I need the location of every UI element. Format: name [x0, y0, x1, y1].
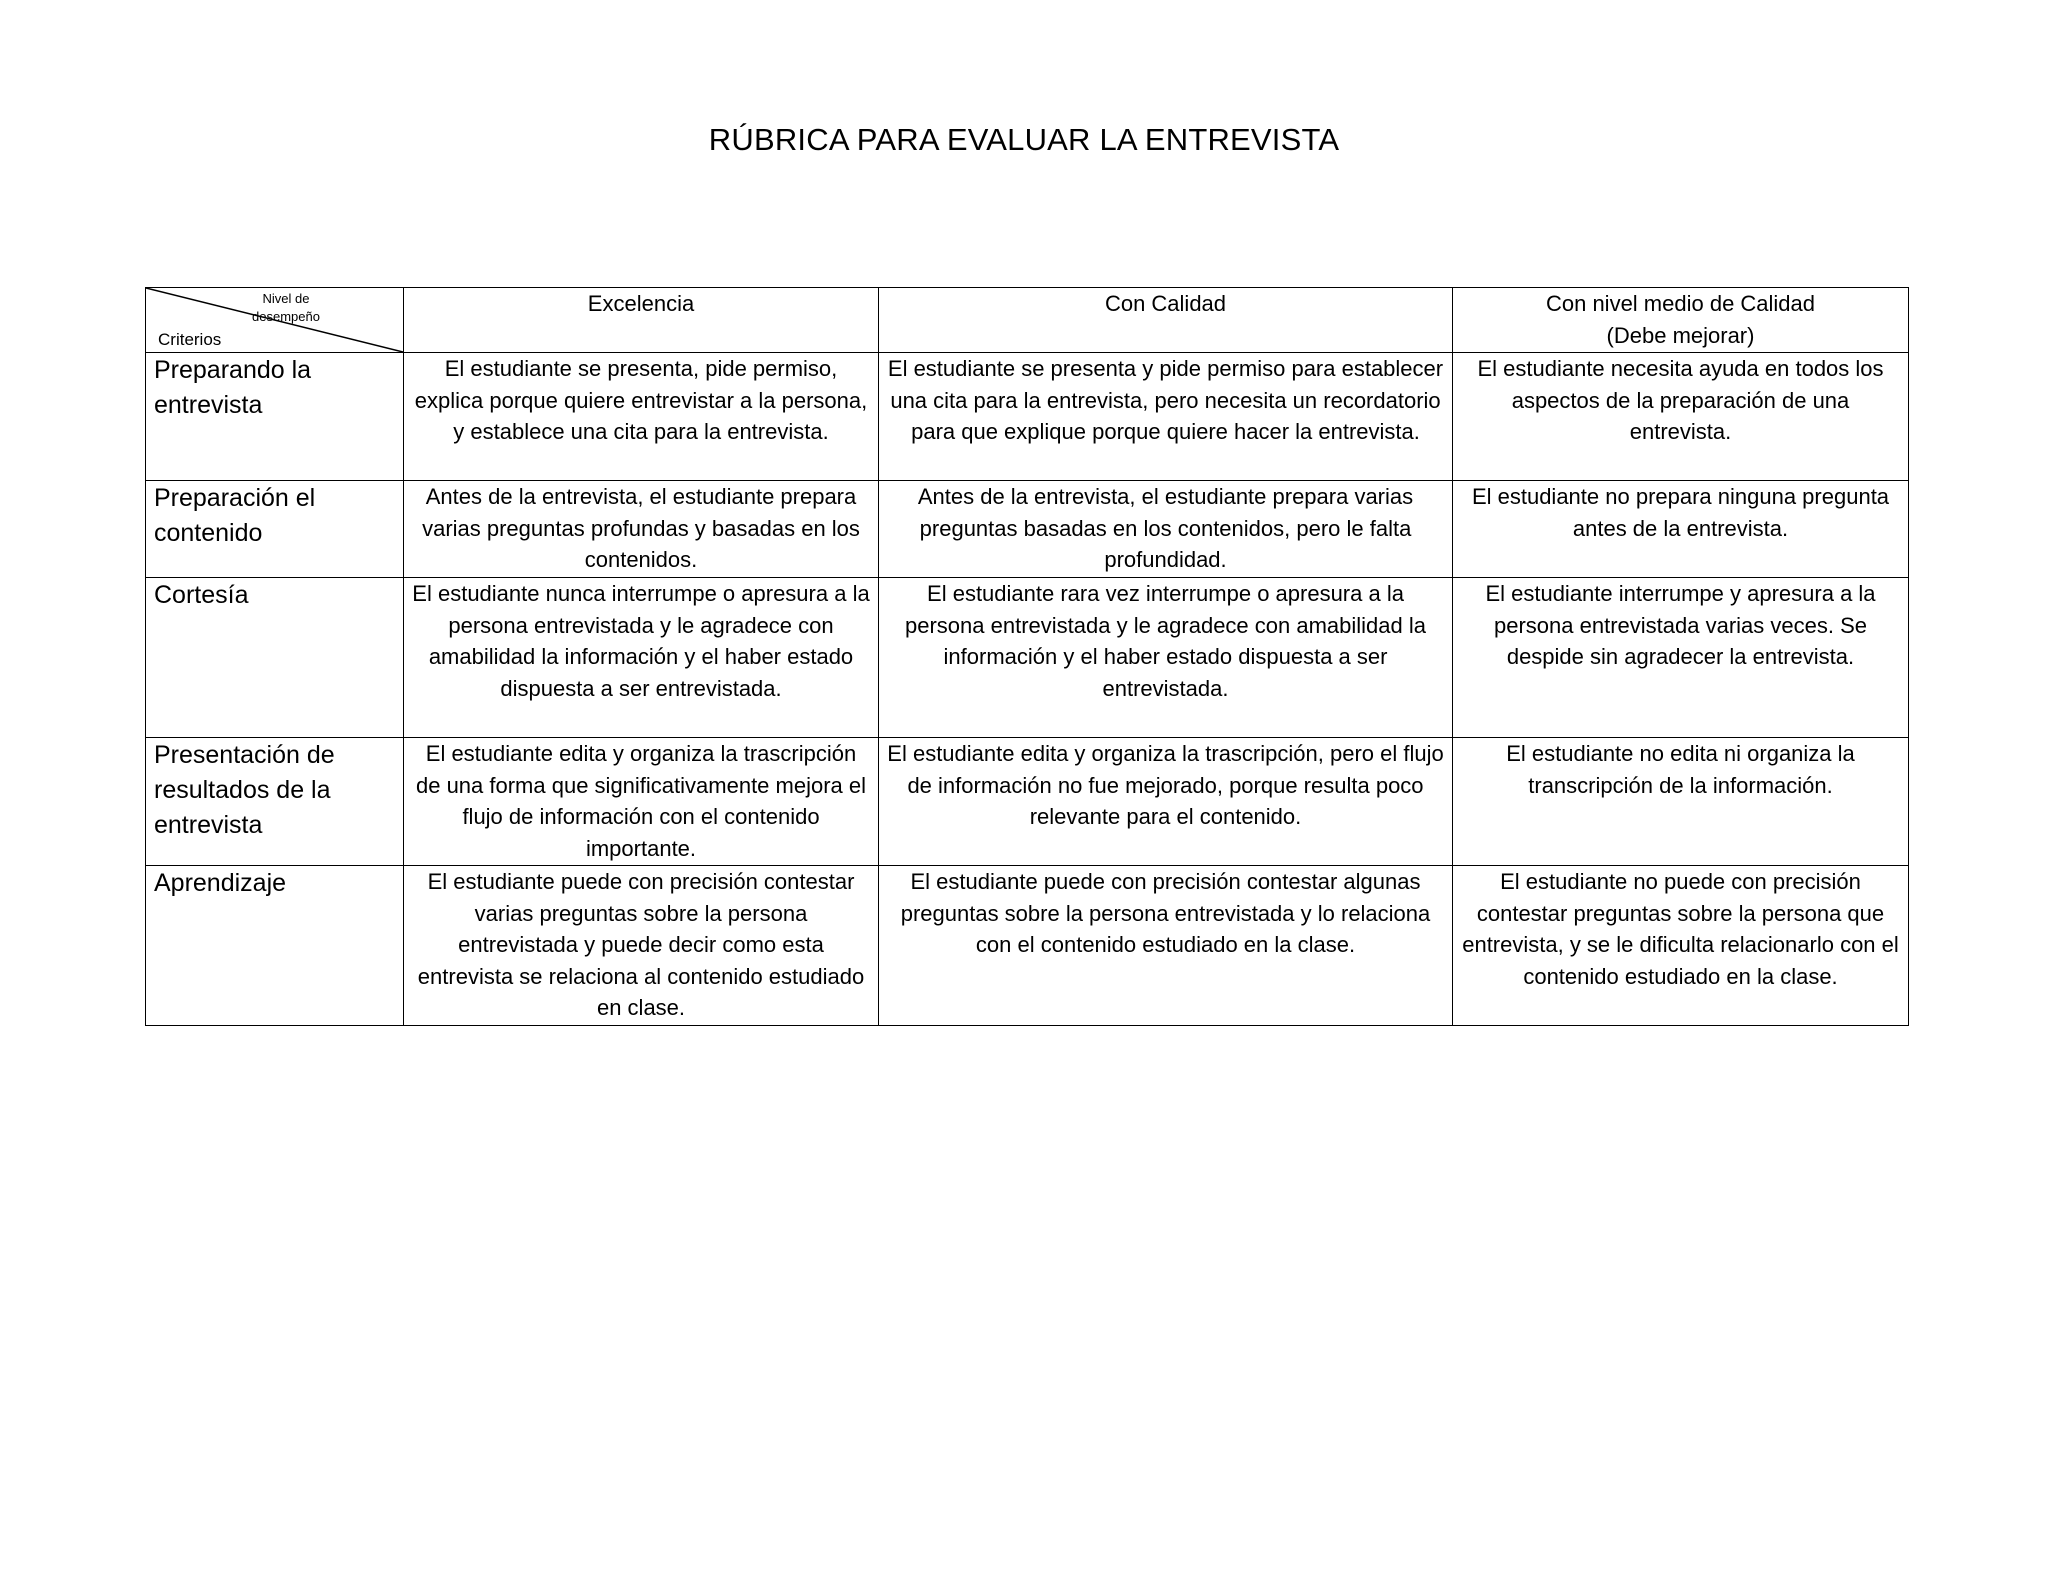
column-header-nivel-medio: Con nivel medio de Calidad (Debe mejorar) — [1453, 288, 1909, 353]
column-header-excelencia: Excelencia — [404, 288, 879, 353]
column-header-con-calidad: Con Calidad — [879, 288, 1453, 353]
description-cell: El estudiante edita y organiza la trascripción, pero el flujo de información no fue mejorado, porque resulta poco relevante para el contenido. — [879, 738, 1453, 866]
header-row — [146, 288, 1909, 353]
page-title: RÚBRICA PARA EVALUAR LA ENTREVISTA — [708, 122, 1340, 157]
description-cell: El estudiante necesita ayuda en todos los aspectos de la preparación de una entrevista. — [1453, 353, 1909, 481]
criterion-cell: Presentación de resultados de la entrevista — [146, 738, 404, 866]
criterion-cell: Preparando la entrevista — [146, 353, 404, 481]
description-cell: El estudiante interrumpe y apresura a la persona entrevistada varias veces. Se despide sin agradecer la entrevista. — [1453, 578, 1909, 738]
table-row — [146, 866, 1909, 1026]
criterion-cell: Preparación el contenido — [146, 481, 404, 578]
table-row — [146, 353, 1909, 481]
description-cell: El estudiante nunca interrumpe o apresura a la persona entrevistada y le agradece con amabilidad la información y el haber estado dispuesta a ser entrevistada. — [404, 578, 879, 738]
description-cell: Antes de la entrevista, el estudiante prepara varias preguntas basadas en los contenidos, pero le falta profundidad. — [879, 481, 1453, 578]
description-cell: El estudiante rara vez interrumpe o apresura a la persona entrevistada y le agradece con amabilidad la información y el haber estado dispuesta a ser entrevistada. — [879, 578, 1453, 738]
description-cell: El estudiante edita y organiza la trascripción de una forma que significativamente mejora el flujo de información con el contenido importante. — [404, 738, 879, 866]
description-cell: El estudiante no puede con precisión contestar preguntas sobre la persona que entrevista, y se le dificulta relacionarlo con el contenido estudiado en la clase. — [1453, 866, 1909, 1026]
performance-level-label: Nivel de desempeño — [252, 291, 320, 324]
rubric-table — [145, 287, 1909, 1026]
table-row — [146, 578, 1909, 738]
table-row — [146, 481, 1909, 578]
description-cell: El estudiante no prepara ninguna pregunta antes de la entrevista. — [1453, 481, 1909, 578]
criteria-label: Criterios — [158, 330, 222, 349]
table-row — [146, 738, 1909, 866]
description-cell: El estudiante puede con precisión contestar algunas preguntas sobre la persona entrevistada y lo relaciona con el contenido estudiado en la clase. — [879, 866, 1453, 1026]
description-cell: El estudiante no edita ni organiza la transcripción de la información. — [1453, 738, 1909, 866]
corner-header — [146, 288, 404, 353]
description-cell: Antes de la entrevista, el estudiante prepara varias preguntas profundas y basadas en los contenidos. — [404, 481, 879, 578]
description-cell: El estudiante se presenta, pide permiso, explica porque quiere entrevistar a la persona, y establece una cita para la entrevista. — [404, 353, 879, 481]
description-cell: El estudiante puede con precisión contestar varias preguntas sobre la persona entrevistada y puede decir como esta entrevista se relaciona al contenido estudiado en clase. — [404, 866, 879, 1026]
criterion-cell: Cortesía — [146, 578, 404, 738]
criterion-cell: Aprendizaje — [146, 866, 404, 1026]
description-cell: El estudiante se presenta y pide permiso para establecer una cita para la entrevista, pero necesita un recordatorio para que explique porque quiere hacer la entrevista. — [879, 353, 1453, 481]
